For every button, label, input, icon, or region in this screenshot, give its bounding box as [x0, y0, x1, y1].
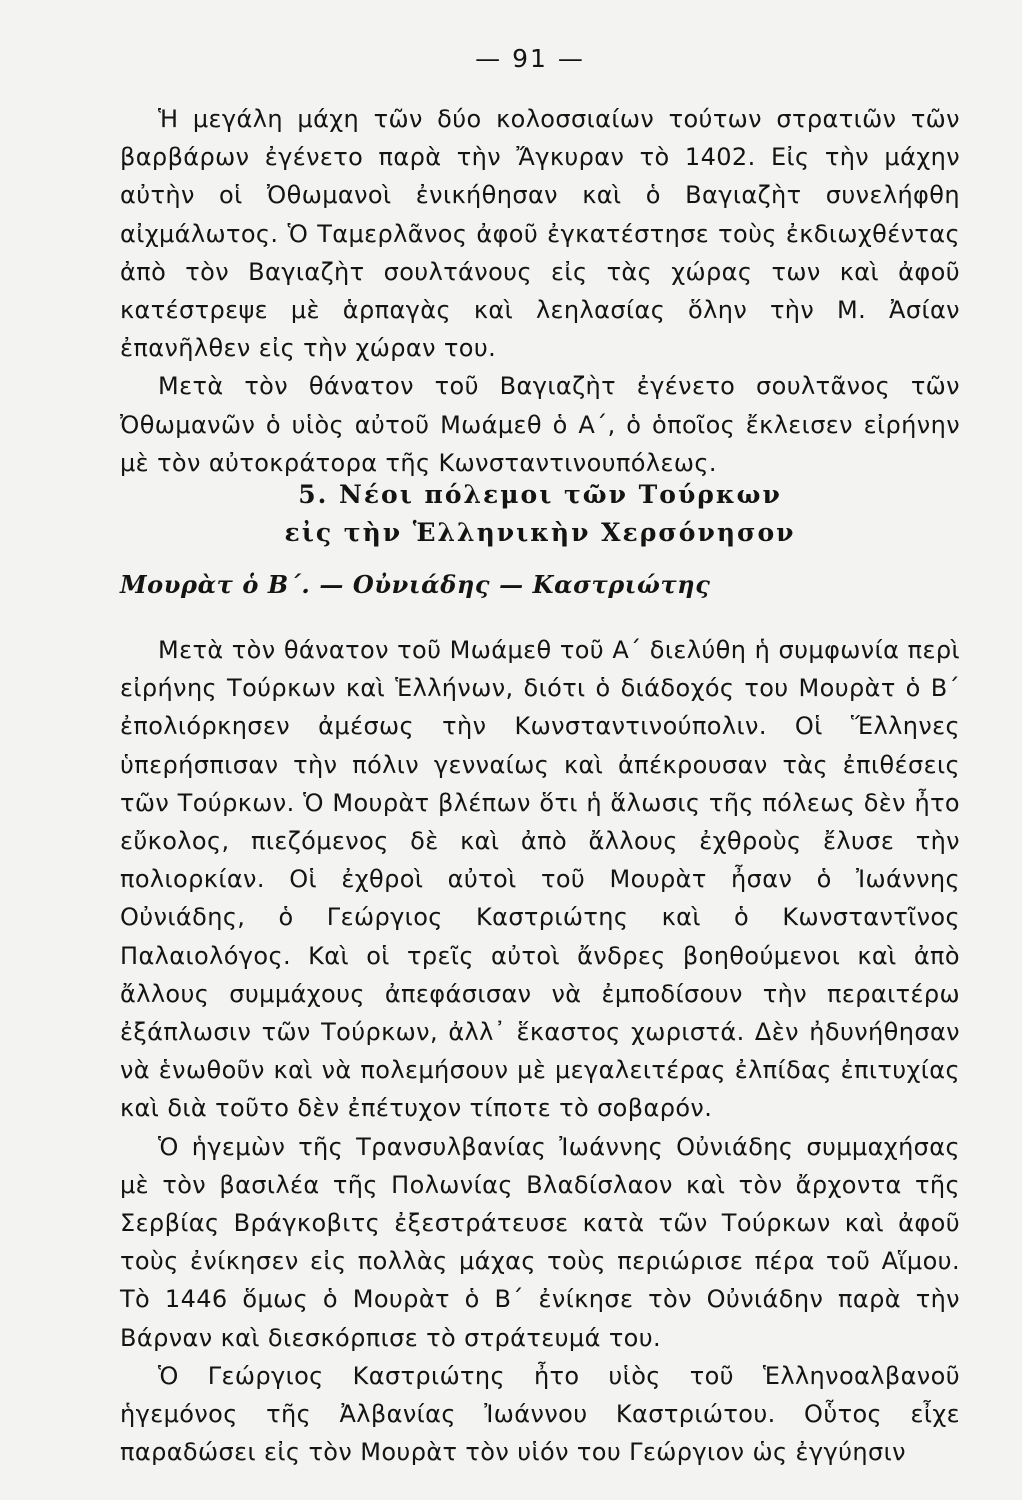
- subheading-separator: —: [499, 570, 524, 599]
- bottom-text-block: [120, 631, 960, 1471]
- top-text-block: [120, 100, 960, 482]
- paragraph-kastriotis: Ὁ Γεώργιος Καστριώτης ἦτο υἱὸς τοῦ Ἑλληνοαλβανοῦ ἡγεμόνος τῆς Ἀλβανίας Ἰωάννου Καστριώτου. Οὗτος εἶχε παραδώσει εἰς τὸν Μουρὰτ τὸν υἱόν του Γεώργιον ὡς ἐγγύησιν: [120, 1361, 960, 1467]
- section-heading-line-1: 5. Νέοι πόλεμοι τῶν Τούρκων: [298, 480, 782, 509]
- subheading-hunyadi: Οὐνιάδης: [352, 570, 491, 599]
- subheading-kastriotis: Καστριώτης: [532, 570, 711, 599]
- paragraph-battle-of-ankara: Ἡ μεγάλη μάχη τῶν δύο κολοσσιαίων τούτων στρατιῶν τῶν βαρβάρων ἐγένετο παρὰ τὴν Ἄγκυραν τὸ 1402. Εἰς τὴν μάχην αὐτὴν οἱ Ὀθωμανοὶ ἐνικήθησαν καὶ ὁ Βαγιαζὴτ συνελήφθη αἰχμάλωτος. Ὁ Ταμερλᾶνος ἀφοῦ ἐγκατέστησε τοὺς ἐκδιωχθέντας ἀπὸ τὸν Βαγιαζὴτ σουλτάνους εἰς τὰς χώρας των καὶ ἀφοῦ κατέστρεψε μὲ ἁρπαγὰς καὶ λεηλασίας ὅλην τὴν Μ. Ἀσίαν ἐπανῆλθεν εἰς τὴν χώραν του.: [120, 105, 960, 363]
- subheading-murad-ii: Μουρὰτ ὁ Β΄.: [120, 570, 311, 599]
- subheading-separator: —: [319, 570, 344, 599]
- section-subheading: [120, 566, 710, 604]
- paragraph-mehmed-i: Μετὰ τὸν θάνατον τοῦ Βαγιαζὴτ ἐγένετο σουλτᾶνος τῶν Ὀθωμανῶν ὁ υἱὸς αὐτοῦ Μωάμεθ ὁ Α΄, ὁ ὁποῖος ἔκλεισεν εἰρήνην μὲ τὸν αὐτοκράτορα τῆς Κωνσταντινουπόλεως.: [120, 372, 960, 477]
- section-heading-line-2: εἰς τὴν Ἑλληνικὴν Χερσόνησον: [284, 518, 796, 547]
- page-number: — 91 —: [475, 44, 585, 73]
- paragraph-siege-of-constantinople: Μετὰ τὸν θάνατον τοῦ Μωάμεθ τοῦ Α΄ διελύθη ἡ συμφωνία περὶ εἰρήνης Τούρκων καὶ Ἑλλήνων, διότι ὁ διάδοχός του Μουρὰτ ὁ Β΄ ἐπολιόρκησεν ἀμέσως τὴν Κωνσταντινούπολιν. Οἱ Ἕλληνες ὑπερήσπισαν τὴν πόλιν γενναίως καὶ ἀπέκρουσαν τὰς ἐπιθέσεις τῶν Τούρκων. Ὁ Μουρὰτ βλέπων ὅτι ἡ ἅλωσις τῆς πόλεως δὲν ἦτο εὔκολος, πιεζόμενος δὲ καὶ ἀπὸ ἄλλους ἐχθροὺς ἔλυσε τὴν πολιορκίαν. Οἱ ἐχθροὶ αὐτοὶ τοῦ Μουρὰτ ἦσαν ὁ Ἰωάννης Οὐνιάδης, ὁ Γεώργιος Καστριώτης καὶ ὁ Κωνσταντῖνος Παλαιολόγος. Καὶ οἱ τρεῖς αὐτοὶ ἄνδρες βοηθούμενοι καὶ ἀπὸ ἄλλους συμμάχους ἀπεφάσισαν νὰ ἐμποδίσουν τὴν περαιτέρω ἐξάπλωσιν τῶν Τούρκων, ἀλλ᾿ ἕκαστος χωριστά. Δὲν ἠδυνήθησαν νὰ ἑνωθοῦν καὶ νὰ πολεμήσουν μὲ μεγαλειτέρας ἐλπίδας ἐπιτυχίας καὶ διὰ τοῦτο δὲν ἐπέτυχον τίποτε τὸ σοβαρόν.: [120, 636, 960, 1123]
- paragraph-hunyadi: Ὁ ἡγεμὼν τῆς Τρανσυλβανίας Ἰωάννης Οὐνιάδης συμμαχήσας μὲ τὸν βασιλέα τῆς Πολωνίας Βλαδίσλαον καὶ τὸν ἄρχοντα τῆς Σερβίας Βράγκοβιτς ἐξεστράτευσε κατὰ τῶν Τούρκων καὶ ἀφοῦ τοὺς ἐνίκησεν εἰς πολλὰς μάχας τοὺς περιώρισε πέρα τοῦ Αἵμου. Τὸ 1446 ὅμως ὁ Μουρὰτ ὁ Β΄ ἐνίκησε τὸν Οὐνιάδην παρὰ τὴν Βάρναν καὶ διεσκόρπισε τὸ στράτευμά του.: [120, 1132, 960, 1352]
